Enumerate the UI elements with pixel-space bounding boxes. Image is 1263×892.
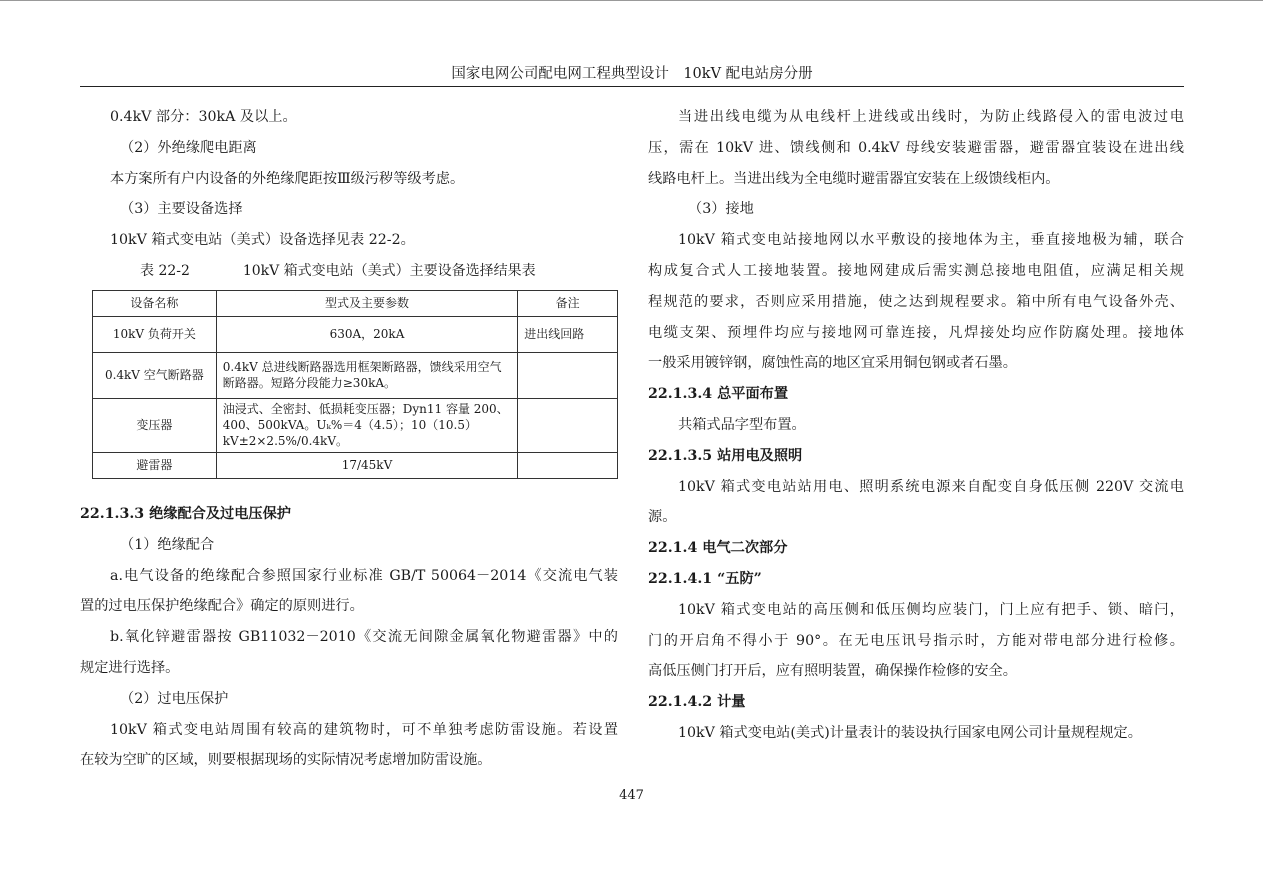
table-cell: 0.4kV 空气断路器 bbox=[93, 352, 217, 398]
table-header-cell: 备注 bbox=[518, 290, 618, 316]
table-cell bbox=[518, 398, 618, 452]
table-cell: 10kV 负荷开关 bbox=[93, 316, 217, 352]
running-header-title: 国家电网公司配电网工程典型设计 10kV 配电站房分册 bbox=[451, 66, 813, 82]
table-row bbox=[93, 316, 618, 352]
text-line: 线路电杆上。当进出线为全电缆时避雷器宜安装在上级馈线柜内。 bbox=[648, 170, 1060, 187]
text-line: 本方案所有户内设备的外绝缘爬距按Ⅲ级污秽等级考虑。 bbox=[110, 170, 465, 187]
table-header-row bbox=[93, 290, 618, 316]
text-line: 10kV 箱式变电站周围有较高的建筑物时，可不单独考虑防雷设施。若设置 bbox=[110, 721, 618, 738]
table-cell: 进出线回路 bbox=[518, 316, 618, 352]
text-line: 当进出线电缆为从电线杆上进线或出线时，为防止线路侵入的雷电波过电 bbox=[678, 109, 1184, 125]
table-cell: 避雷器 bbox=[93, 452, 217, 478]
table-cell bbox=[518, 452, 618, 478]
section-heading: 22.1.4 电气二次部分 bbox=[648, 540, 788, 557]
text-line: a.电气设备的绝缘配合参照国家行业标准 GB/T 50064－2014《交流电气装 bbox=[110, 567, 618, 584]
subheading: （3）接地 bbox=[688, 201, 754, 218]
section-heading: 22.1.3.4 总平面布置 bbox=[648, 386, 789, 403]
header-rule bbox=[80, 86, 1184, 87]
text-line: 10kV 箱式变电站（美式）设备选择见表 22-2。 bbox=[110, 232, 415, 249]
section-heading: 22.1.3.5 站用电及照明 bbox=[648, 447, 803, 464]
table-caption bbox=[80, 256, 618, 286]
table-row bbox=[93, 352, 618, 398]
text-line: 一般采用镀锌钢，腐蚀性高的地区宜采用铜包钢或者石墨。 bbox=[648, 355, 1017, 372]
table-cell: 630A，20kA bbox=[216, 316, 517, 352]
table-header-cell: 设备名称 bbox=[93, 290, 217, 316]
text-line: 高低压侧门打开后，应有照明装置，确保操作检修的安全。 bbox=[648, 663, 1017, 680]
left-column bbox=[80, 102, 618, 776]
text-line: 10kV 箱式变电站站用电、照明系统电源来自配变自身低压侧 220V 交流电 bbox=[678, 478, 1184, 495]
text-line: 0.4kV 部分：30kA 及以上。 bbox=[110, 109, 297, 125]
table-caption-number: 表 22-2 bbox=[140, 262, 190, 279]
subheading: （2）外绝缘爬电距离 bbox=[120, 139, 257, 156]
subheading: （1）绝缘配合 bbox=[120, 536, 215, 553]
text-line: 共箱式品字型布置。 bbox=[678, 416, 806, 433]
equipment-table bbox=[92, 290, 618, 479]
text-line: 置的过电压保护绝缘配合》确定的原则进行。 bbox=[80, 598, 364, 615]
text-line: 电缆支架、预埋件均应与接地网可靠连接，凡焊接处均应作防腐处理。接地体 bbox=[648, 324, 1184, 341]
section-heading: 22.1.4.1 “五防” bbox=[648, 570, 762, 587]
text-line: b.氧化锌避雷器按 GB11032－2010《交流无间隙金属氧化物避雷器》中的 bbox=[110, 629, 618, 646]
section-heading: 22.1.4.2 计量 bbox=[648, 694, 746, 711]
right-column bbox=[648, 102, 1184, 749]
table-cell: 0.4kV 总进线断路器选用框架断路器，馈线采用空气断路器。短路分段能力≥30kA。 bbox=[216, 352, 517, 398]
table-cell: 油浸式、全密封、低损耗变压器；Dyn11 容量 200、400、500kVA。Uₖ%＝4（4.5）；10（10.5）kV±2×2.5%/0.4kV。 bbox=[216, 398, 517, 452]
table-header-cell: 型式及主要参数 bbox=[216, 290, 517, 316]
page-number: 447 bbox=[619, 788, 644, 803]
table-row bbox=[93, 452, 618, 478]
text-line: 10kV 箱式变电站的高压侧和低压侧均应装门，门上应有把手、锁、暗闩， bbox=[678, 601, 1184, 618]
text-line: 构成复合式人工接地装置。接地网建成后需实测总接地电阻值，应满足相关规 bbox=[648, 262, 1184, 279]
text-line: 10kV 箱式变电站接地网以水平敷设的接地体为主，垂直接地极为辅，联合 bbox=[678, 232, 1184, 249]
table-cell: 变压器 bbox=[93, 398, 217, 452]
text-line: 规定进行选择。 bbox=[80, 659, 180, 676]
section-heading: 22.1.3.3 绝缘配合及过电压保护 bbox=[80, 505, 291, 522]
text-line: 在较为空旷的区域，则要根据现场的实际情况考虑增加防雷设施。 bbox=[80, 752, 492, 769]
table-cell: 17/45kV bbox=[216, 452, 517, 478]
text-line: 门的开启角不得小于 90°。在无电压讯号指示时，方能对带电部分进行检修。 bbox=[648, 632, 1184, 649]
table-cell bbox=[518, 352, 618, 398]
text-line: 源。 bbox=[648, 509, 677, 526]
table-caption-title: 10kV 箱式变电站（美式）主要设备选择结果表 bbox=[242, 262, 536, 279]
table-row bbox=[93, 398, 618, 452]
text-line: 压，需在 10kV 进、馈线侧和 0.4kV 母线安装避雷器，避雷器宜装设在进出线 bbox=[648, 139, 1184, 156]
subheading: （3）主要设备选择 bbox=[120, 201, 243, 218]
text-line: 10kV 箱式变电站(美式)计量表计的装设执行国家电网公司计量规程规定。 bbox=[678, 724, 1142, 741]
subheading: （2）过电压保护 bbox=[120, 690, 229, 707]
text-line: 程规范的要求，否则应采用措施，使之达到规程要求。箱中所有电气设备外壳、 bbox=[648, 293, 1184, 310]
page-top-border bbox=[0, 0, 1263, 1]
